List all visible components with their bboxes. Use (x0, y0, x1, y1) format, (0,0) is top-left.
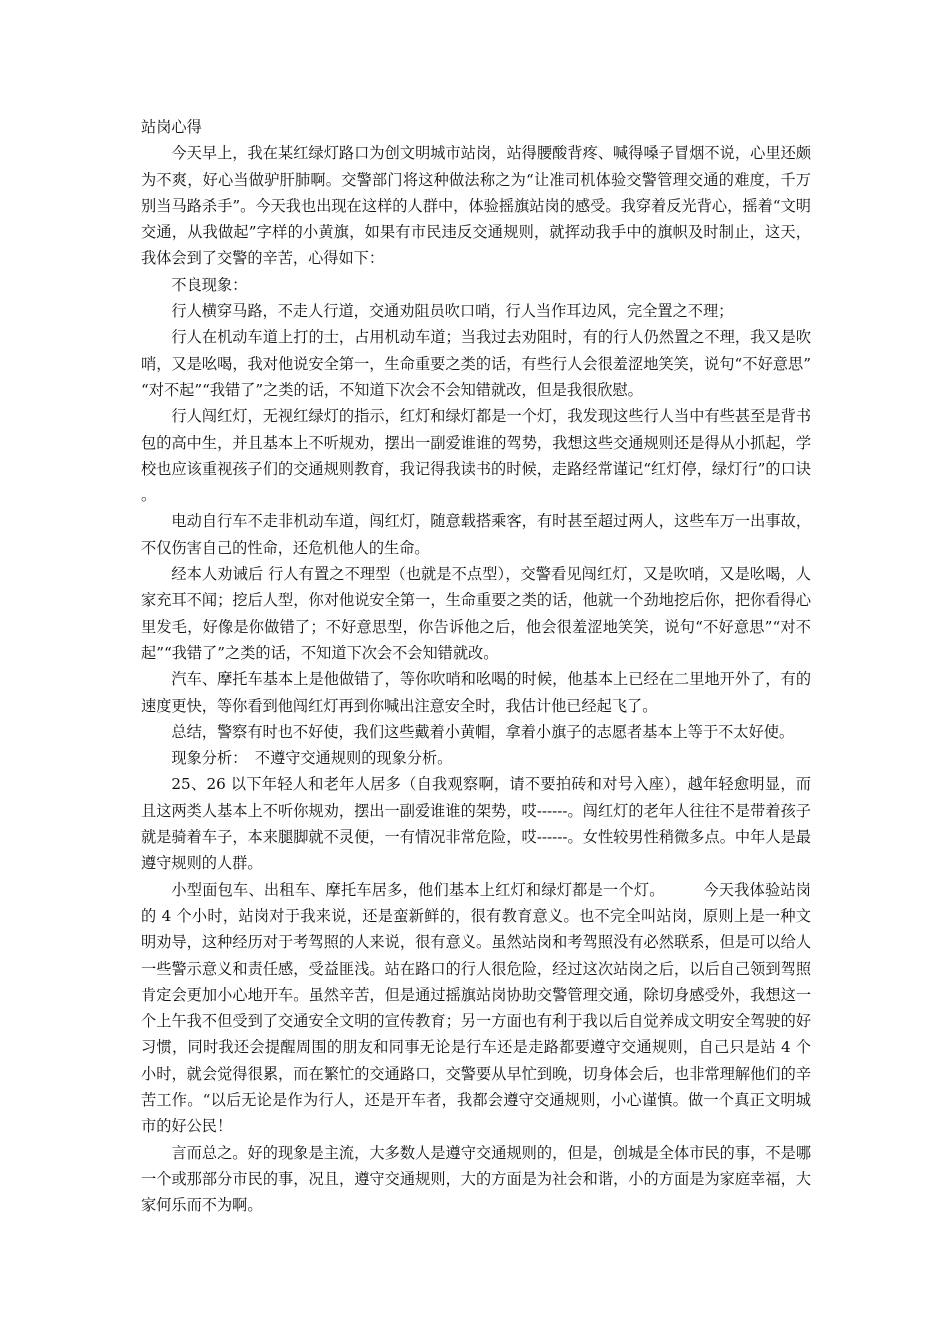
paragraph-analysis-heading: 现象分析： 不遵守交通规则的现象分析。 (171, 749, 453, 768)
paragraph-red-light: 行人闯红灯，无视红绿灯的指示，红灯和绿灯都是一个灯，我发现这些行人当中有些甚至是背书包的高中生，并且基本上不听规劝，摆出一副爱谁谁的驾势，我想这些交通规则还是得从小抓起，学校也应该重视孩子们的交通规则教育，我记得我读书的时候，走路经常谨记“红灯停，绿灯行”的口诀。 (141, 407, 811, 505)
paragraph-bad-phenomena-heading: 不良现象： (171, 275, 248, 294)
paragraph-age-analysis: 25、26 以下年轻人和老年人居多（自我观察啊，请不要拍砖和对号入座），越年轻愈明显，而且这两类人基本上不听你规劝，摆出一副爱谁谁的架势，哎------。闯红灯的老年人往往不是带着孩子就是骑着车子，本来腿脚就不灵便，一有情况非常危险，哎------。女性较男性稍微多点。中年人是最遵守规则的人群。 (141, 775, 811, 873)
paragraph-e-bikes: 电动自行车不走非机动车道，闯红灯，随意载搭乘客，有时甚至超过两人，这些车万一出事故，不仅伤害自己的性命，还危机他人的生命。 (141, 512, 811, 557)
paragraph-conclusion: 言而总之。好的现象是主流，大多数人是遵守交通规则的，但是，创城是全体市民的事，不是哪一个或那部分市民的事，况且，遵守交通规则，大的方面是为社会和谐，小的方面是为家庭幸福，大家何乐而不为啊。 (141, 1143, 811, 1215)
paragraph-persuasion-types: 经本人劝诫后 行人有置之不理型（也就是不点型），交警看见闯红灯，又是吹哨，又是吆喝，人家充耳不闻；挖后人型，你对他说安全第一，生命重要之类的话，他就一个劲地挖后你，把你看得心里发毛，好像是你做错了；不好意思型，你告诉他之后，他会很羞涩地笑笑，说句“不好意思”“对不起”“我错了”之类的话，不知道下次会不会知错就改。 (141, 565, 811, 662)
paragraph-intro: 今天早上，我在某红绿灯路口为创文明城市站岗，站得腰酸背疼、喊得嗓子冒烟不说，心里还颇为不爽，好心当做驴肝肺啊。交警部门将这种做法称之为“让准司机体验交警管理交通的难度，千万别当马路杀手”。今天我也出现在这样的人群中，体验摇旗站岗的感受。我穿着反光背心，摇着“文明交通，从我做起”字样的小黄旗，如果有市民违反交通规则，就挥动我手中的旗帜及时制止，这天，我体会到了交警的辛苦，心得如下： (141, 144, 811, 268)
paragraph-experience: 小型面包车、出租车、摩托车居多，他们基本上红灯和绿灯都是一个灯。 今天我体验站岗的 4 个小时，站岗对于我来说，还是蛮新鲜的，很有教育意义。也不完全叫站岗，原则上是一种文明劝导，这种经历对于考驾照的人来说，很有意义。虽然站岗和考驾照没有必然联系，但是可以给人一些警示意义和责任感，受益匪浅。站在路口的行人很危险，经过这次站岗之后，以后自己领到驾照肯定会更加小心地开车。虽然辛苦，但是通过摇旗站岗协助交警管理交通，除切身感受外，我想这一个上午我不但受到了交通安全文明的宣传教育；另一方面也有利于我以后自觉养成文明安全驾驶的好习惯，同时我还会提醒周围的朋友和同事无论是行车还是走路都要遵守交通规则，自己只是站 4 个小时，就会觉得很累，而在繁忙的交通路口，交警要从早忙到晚，切身体会后，也非常理解他们的辛苦工作。“以后无论是作为行人，还是开车者，我都会遵守交通规则，小心谨慎。做一个真正文明城市的好公民！ (141, 880, 811, 1136)
document-body (141, 114, 811, 1218)
paragraph-summary: 总结，警察有时也不好使，我们这些戴着小黄帽，拿着小旗子的志愿者基本上等于不太好使。 (171, 722, 795, 741)
paragraph-cars-motorcycles: 汽车、摩托车基本上是他做错了，等你吹哨和吆喝的时候，他基本上已经在二里地开外了，有的速度更快，等你看到他闯红灯再到你喊出注意安全时，我估计他已经起飞了。 (141, 670, 811, 715)
paragraph-jaywalking: 行人横穿马路，不走人行道，交通劝阻员吹口哨，行人当作耳边风，完全置之不理； (171, 302, 734, 321)
document-title: 站岗心得 (141, 118, 202, 136)
paragraph-taxi-hailing: 行人在机动车道上打的士，占用机动车道；当我过去劝阻时，有的行人仍然置之不理，我又是吹哨，又是吆喝，我对他说安全第一，生命重要之类的话，有些行人会很羞涩地笑笑，说句“不好意思”“对不起”“我错了”之类的话，不知道下次会不会知错就改，但是我很欣慰。 (141, 328, 811, 399)
